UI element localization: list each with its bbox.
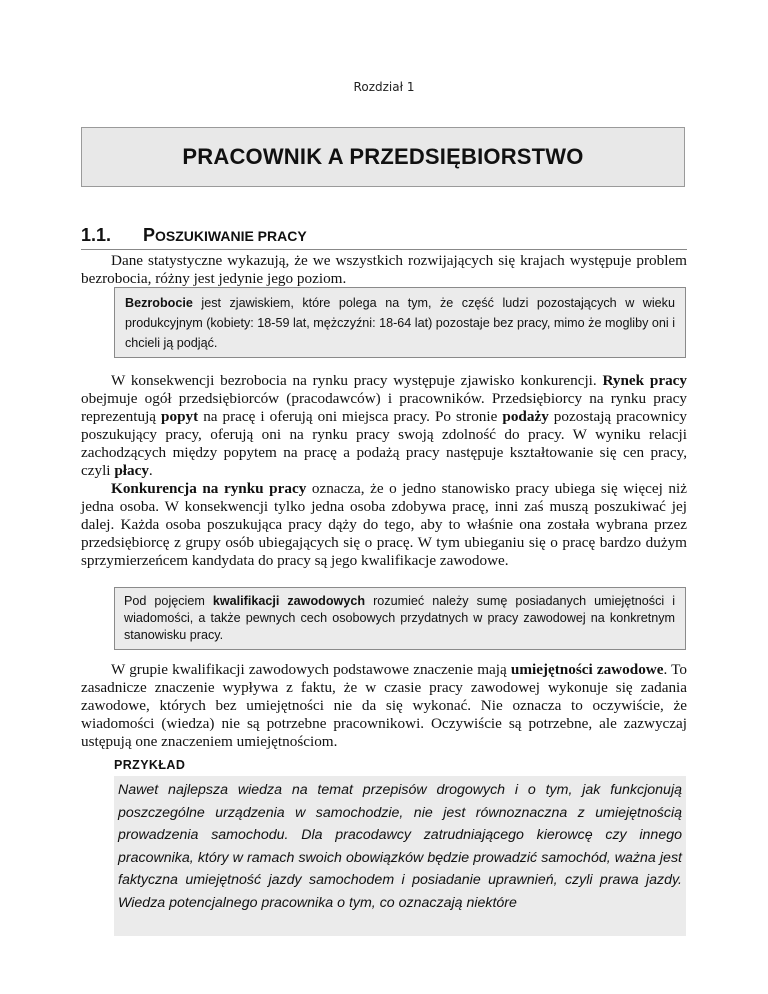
- section-title-initial: P: [143, 225, 156, 245]
- section-number: 1.1.: [81, 225, 112, 245]
- paragraph-labor-market: [81, 372, 687, 480]
- bold-term: płacy: [114, 462, 149, 479]
- paragraph-skills: [81, 661, 687, 751]
- text-run: pozostają pracownicy poszukujący pracy, oferują oni na rynku pracy swoją zdolność do pracy. W wyniku relacji zachodzących między popytem na pracę a podażą pracy następuje kształtowanie się cen pracy, czyli: [81, 408, 688, 479]
- example-box: [114, 776, 686, 936]
- definition-term: kwalifikacji zawodowych: [212, 594, 366, 608]
- definition-box-qualifications: [114, 587, 686, 650]
- example-label: PRZYKŁAD: [114, 758, 186, 772]
- bold-term: Rynek pracy: [602, 372, 687, 389]
- paragraph-competition: [81, 480, 687, 570]
- text-run: rozumieć należy sumę posiadanych umiejętności i wiadomości, a także pewnych cech osobowych przydatnych w pracy zawodowej na konkretnym stanowisku pracy.: [124, 594, 675, 642]
- text-run: oznacza, że o jedno stanowisko pracy ubiega się więcej niż jedna osoba. W konsekwencji tylko jedna osoba zdobywa pracę, inni zaś muszą poszukiwać jej dalej. Każda osoba poszukująca pracy dąży do tego, aby to właśnie ona została wybrana przez przedsiębiorcę z grupy osób ubiegających się o pracę. W tym ubieganiu się o pracę bardzo dużym sprzymierzeńcem kandydata do pracy są jego kwalifikacje zawodowe.: [81, 480, 687, 569]
- paragraph-intro: [81, 252, 687, 288]
- text-run: W grupie kwalifikacji zawodowych podstawowe znaczenie mają: [111, 661, 511, 678]
- bold-term: podaży: [502, 408, 549, 425]
- text-run: .: [148, 462, 153, 479]
- chapter-title-box: [81, 127, 685, 187]
- chapter-label: Rozdział 1: [353, 80, 415, 94]
- example-text: Nawet najlepsza wiedza na temat przepisów drogowych i o tym, jak funkcjonują poszczególne urządzenia w samochodzie, nie jest równoznaczna z umiejętnością prowadzenia samochodu. Dla pracodawcy zatrudniającego kierowcę czy innego pracownika, który w ramach swoich obowiązków będzie prowadzić samochód, ważna jest faktyczna umiejętność jazdy samochodem i posiadanie uprawnień, czyli prawa jazdy. Wiedza potencjalnego pracownika o tym, co oznaczają niektóre: [118, 782, 682, 911]
- chapter-title: PRACOWNIK A PRZEDSIĘBIORSTWO: [182, 144, 584, 169]
- text-run: na pracę i oferują oni miejsca pracy. Po stronie: [198, 408, 503, 425]
- bold-term: popyt: [161, 408, 199, 425]
- paragraph-intro-text: Dane statystyczne wykazują, że we wszystkich rozwijających się krajach występuje problem bezrobocia, różny jest jedynie jego poziom.: [81, 252, 687, 287]
- definition-term: Bezrobocie: [125, 296, 193, 310]
- definition-text: jest zjawiskiem, które polega na tym, że część ludzi pozostających w wieku produkcyjnym (kobiety: 18-59 lat, mężczyźni: 18-64 lat) pozostaje bez pracy, mimo że mogliby oni i chcieli ją podjąć.: [125, 296, 675, 350]
- text-run: Pod pojęciem: [124, 594, 213, 608]
- text-run: . To zasadnicze znaczenie wypływa z faktu, że w czasie pracy zawodowej wykonuje się zadania zawodowe, których bez umiejętności nie da się wykonać. Nie oznacza to oczywiście, że wiadomości (wiedza) nie są potrzebne pracownikowi. Oczywiście są potrzebne, ale zazwyczaj ustępują one znaczeniem umiejętnościom.: [81, 661, 687, 750]
- text-run: obejmuje ogół przedsiębiorców (pracodawców) i pracowników. Przedsiębiorcy na rynku pracy reprezentują: [81, 390, 687, 425]
- definition-box-bezrobocie: [114, 287, 686, 358]
- section-heading: [81, 225, 687, 250]
- section-title-rest: OSZUKIWANIE PRACY: [155, 228, 307, 244]
- text-run: W konsekwencji bezrobocia na rynku pracy występuje zjawisko konkurencji.: [111, 372, 603, 389]
- bold-term: umiejętności zawodowe: [510, 661, 664, 678]
- bold-term: Konkurencja na rynku pracy: [111, 480, 307, 497]
